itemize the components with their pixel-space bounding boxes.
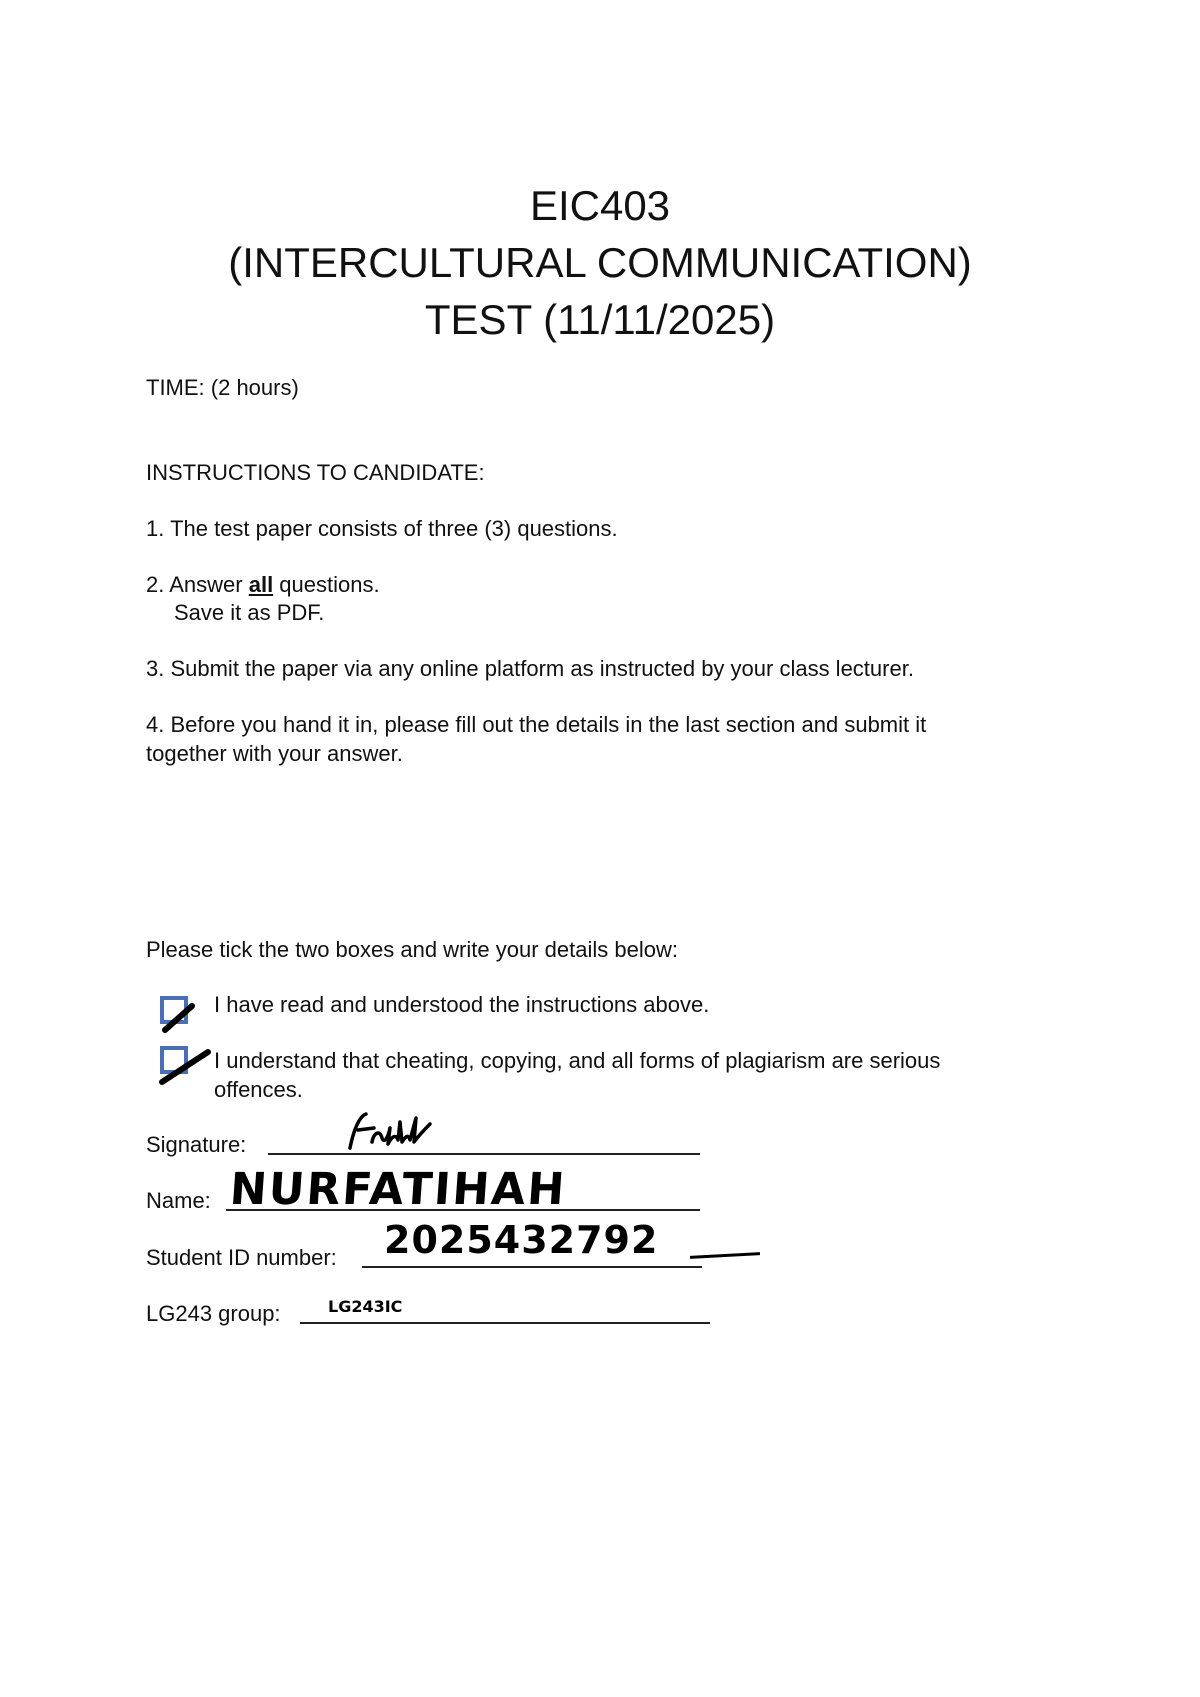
declaration-checkbox-1[interactable]: [160, 996, 188, 1024]
group-value: LG243IC: [328, 1297, 403, 1316]
instruction-item-4-line2: together with your answer.: [146, 741, 403, 766]
declaration-checkbox-2-label-line1: I understand that cheating, copying, and all forms of plagiarism are serious: [214, 1048, 941, 1073]
name-label: Name:: [146, 1188, 211, 1213]
instruction-item-2-emphasis: all: [248, 572, 274, 597]
declaration-checkbox-2[interactable]: [160, 1046, 188, 1074]
document-title: [0, 177, 1200, 348]
instruction-item-3: 3. Submit the paper via any online platform as instructed by your class lecturer.: [146, 656, 914, 681]
instruction-item-1: 1. The test paper consists of three (3) questions.: [146, 516, 618, 541]
instructions-heading: INSTRUCTIONS TO CANDIDATE:: [146, 460, 485, 485]
course-code: EIC403: [529, 182, 671, 229]
student-id-underline-stroke: [690, 1252, 760, 1259]
checkmark-icon: [156, 1042, 216, 1086]
group-label: LG243 group:: [146, 1301, 281, 1326]
test-label: TEST (11/11/2025): [424, 296, 776, 343]
instruction-item-2-prefix: 2. Answer: [146, 572, 249, 597]
name-value: NURFATIHAH: [228, 1164, 568, 1215]
group-field[interactable]: [300, 1322, 710, 1324]
course-name: (INTERCULTURAL COMMUNICATION): [228, 239, 972, 286]
declaration-checkbox-2-label-line2: offences.: [214, 1077, 303, 1102]
instruction-item-2: [146, 570, 380, 599]
instruction-item-2-suffix: questions.: [273, 572, 380, 597]
student-id-value: 2025432792: [384, 1218, 659, 1262]
time-text: TIME: (2 hours): [146, 375, 299, 400]
instruction-item-4-line1: 4. Before you hand it in, please fill out the details in the last section and submit it: [146, 712, 927, 737]
instruction-item-2-line2: Save it as PDF.: [174, 600, 325, 625]
declaration-checkbox-1-label: I have read and understood the instructions above.: [214, 992, 710, 1017]
signature-field[interactable]: [268, 1153, 700, 1155]
checkmark-icon: [156, 992, 200, 1036]
signature-mark: [344, 1108, 444, 1158]
student-id-label: Student ID number:: [146, 1245, 337, 1270]
signature-label: Signature:: [146, 1132, 247, 1157]
declaration-prompt: Please tick the two boxes and write your details below:: [146, 937, 678, 962]
student-id-field[interactable]: [362, 1266, 702, 1268]
